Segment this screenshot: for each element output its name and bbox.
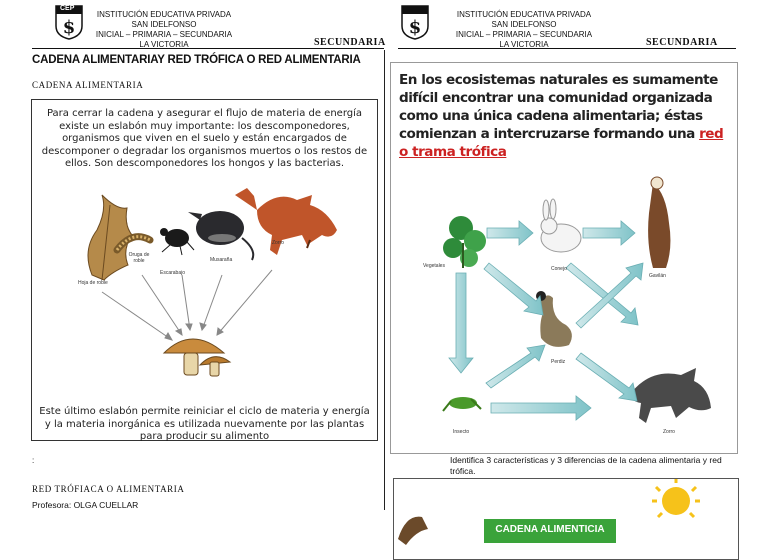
label-beetle: Escarabajo: [160, 270, 186, 276]
food-web-paragraph: En los ecosistemas naturales es sumamente difícil encontrar una comunidad organizada como una única cadena alimentaria; éstas comienzan a intercruzarse formando una red o trama trófica: [399, 72, 724, 160]
food-chain-illustration: [32, 100, 377, 440]
food-web-heading: RED TRÓFIACA O ALIMENTARIA: [32, 484, 185, 494]
header-location: LA VICTORIA: [499, 40, 549, 47]
cycle-restart-paragraph: Este último eslabón permite reiniciar el ciclo de materia y energía y la materia inorgánica es utilizada nuevamente por las plantas para producir su alimento: [39, 406, 370, 442]
header-school-name: SAN IDELFONSO: [491, 20, 557, 29]
fox-icon: [631, 368, 711, 423]
header-rule: [32, 48, 384, 49]
svg-text:$: $: [408, 17, 422, 38]
colon-mark: :: [32, 456, 35, 465]
label-caterpillar: Oruga de roble: [128, 252, 150, 264]
header-location: LA VICTORIA: [139, 40, 189, 47]
svg-text:$: $: [62, 17, 76, 38]
mushroom-icon: [164, 339, 230, 376]
hawk-icon: [648, 177, 670, 268]
column-divider: [384, 50, 385, 510]
label-shrew: Musaraña: [210, 257, 233, 263]
sun-icon: [652, 479, 700, 517]
beetle-icon: [160, 228, 194, 255]
bird-icon: [398, 517, 428, 545]
header-section: SECUNDARIA: [314, 37, 386, 48]
teacher-name: Profesora: OLGA CUELLAR: [32, 500, 139, 510]
shrew-icon: [188, 211, 253, 260]
decomposers-paragraph: Para cerrar la cadena y asegurar el flujo de materia de energía existe un eslabón muy importante: los descomponedores, organismos que viven en el suelo y están encargados de descomponer o degradar los organismos muertos o los restos de ellos. Son descomponedores los hongos y las bacterias.: [41, 108, 368, 169]
page-title: CADENA ALIMENTARIAY RED TRÓFICA O RED ALIMENTARIA: [32, 54, 361, 66]
label-rabbit: Conejo: [551, 266, 567, 272]
label-fox: Zorro: [272, 240, 284, 246]
activity-instruction: Identifica 3 características y 3 diferencias de la cadena alimentaria y red trófica.: [450, 455, 722, 476]
decomposition-arrows: [102, 270, 272, 340]
partridge-icon: [536, 291, 572, 347]
food-web-illustration: [391, 63, 737, 453]
food-chain-box-label: CADENA ALIMENTICIA: [484, 519, 616, 543]
header-rule: [398, 48, 736, 49]
logo-text: CEP: [60, 5, 75, 12]
food-web-term: red o trama trófica: [399, 126, 724, 160]
section-subtitle: CADENA ALIMENTARIA: [32, 80, 144, 90]
grasshopper-icon: [443, 397, 481, 411]
header-school-name: SAN IDELFONSO: [131, 20, 197, 29]
food-web-figure: [390, 62, 738, 454]
food-chain-figure: [31, 99, 378, 441]
label-partridge: Perdiz: [551, 359, 566, 365]
header-institution: INSTITUCIÓN EDUCATIVA PRIVADA: [456, 10, 592, 19]
header-levels: INICIAL – PRIMARIA – SECUNDARIA: [455, 30, 593, 39]
rabbit-icon: [541, 199, 581, 252]
food-chain-box: [393, 478, 739, 560]
header-institution: INSTITUCIÓN EDUCATIVA PRIVADA: [96, 10, 232, 19]
label-hawk: Gavilán: [649, 273, 666, 279]
label-fox: Zorro: [663, 429, 675, 435]
header-levels: INICIAL – PRIMARIA – SECUNDARIA: [95, 30, 233, 39]
label-oak-leaf: Hoja de roble: [78, 280, 108, 286]
label-vegetables: Vegetales: [423, 263, 445, 269]
header-section: SECUNDARIA: [646, 37, 718, 48]
plant-icon: [443, 216, 486, 268]
label-insect: Insecto: [453, 429, 470, 435]
